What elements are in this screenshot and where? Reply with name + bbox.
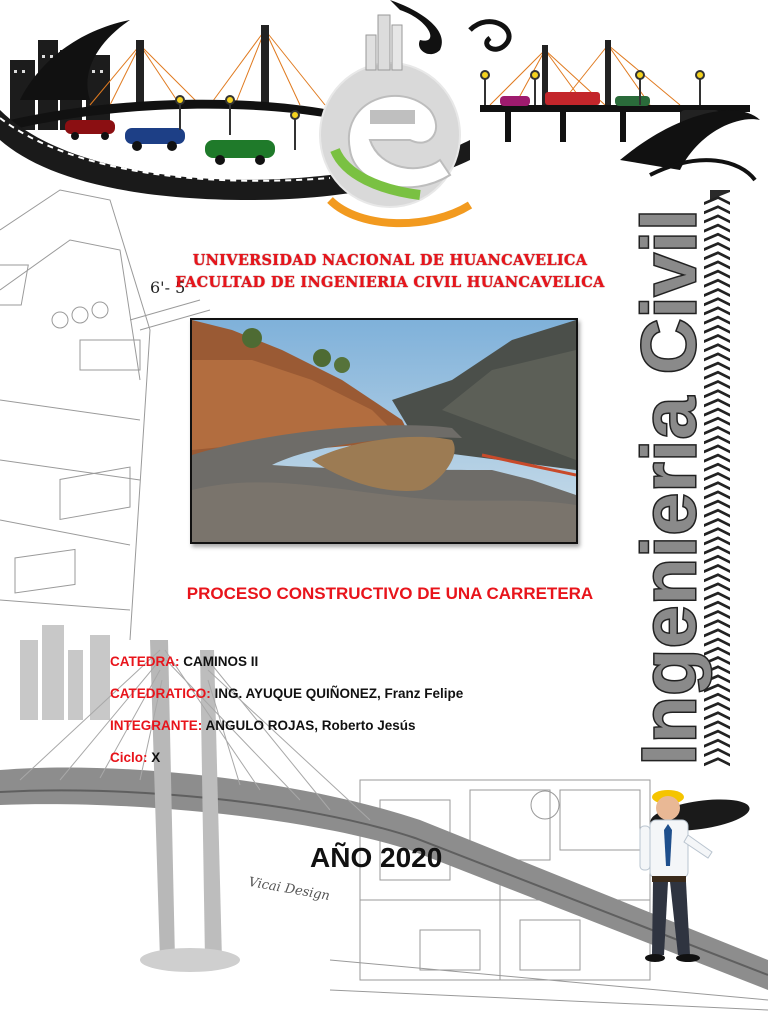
- university-name: UNIVERSIDAD NACIONAL DE HUANCAVELICA: [192, 252, 588, 269]
- year-label: AÑO 2020: [310, 842, 443, 873]
- detail-label: CATEDRATICO:: [110, 686, 211, 701]
- detail-value: CAMINOS II: [179, 654, 259, 669]
- vertical-banner-text: Ingenieria Civil: [627, 208, 712, 765]
- detail-value: ING. AYUQUE QUIÑONEZ, Franz Felipe: [210, 686, 464, 701]
- detail-label: Ciclo:: [110, 750, 148, 765]
- detail-label: INTEGRANTE:: [110, 718, 203, 733]
- document-title: PROCESO CONSTRUCTIVO DE UNA CARRETERA: [186, 584, 594, 603]
- sketch-dimension-label: 6'- 5: [150, 278, 186, 297]
- design-signature: Vicai Design: [247, 874, 331, 905]
- detail-label: CATEDRA:: [110, 654, 180, 669]
- detail-value: X: [147, 750, 161, 765]
- faculty-name: FACULTAD DE INGENIERIA CIVIL HUANCAVELICA: [175, 274, 605, 291]
- detail-value: ANGULO ROJAS, Roberto Jesús: [202, 718, 416, 733]
